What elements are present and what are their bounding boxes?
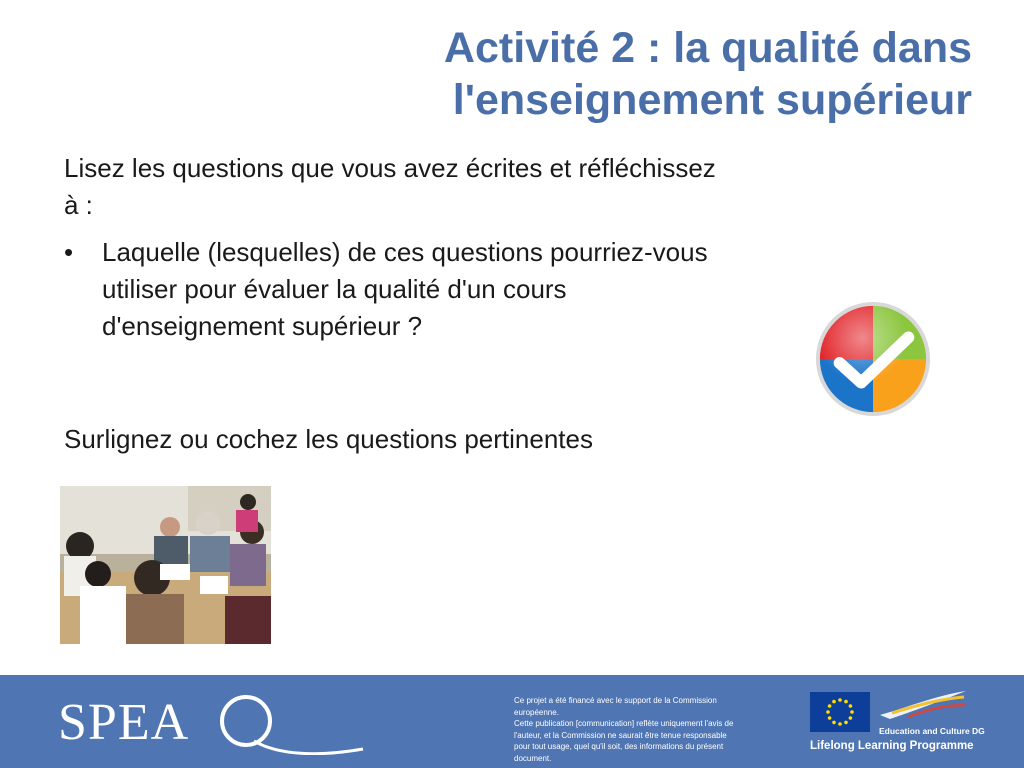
disclaimer-line: Cette publication [communication] reflète uniquement l'avis de — [514, 719, 734, 728]
bullet-line-3: d'enseignement supérieur ? — [102, 311, 423, 341]
bullet-marker: • — [64, 237, 74, 267]
group-photo — [60, 486, 271, 644]
speaq-logo — [58, 689, 368, 755]
disclaimer-line: pour tout usage, quel qu'il soit, des informations du présent — [514, 742, 724, 751]
education-culture-label: Education and Culture DG — [879, 726, 985, 736]
intro-line-1: Lisez les questions que vous avez écrites et réfléchissez — [64, 153, 716, 183]
education-culture-logo — [878, 689, 968, 719]
slide-body — [64, 150, 924, 345]
footer-bar — [0, 675, 1024, 768]
disclaimer-text — [514, 695, 779, 764]
disclaimer-line: document. — [514, 753, 552, 763]
intro-line-2: à : — [64, 190, 93, 220]
eu-flag-icon — [810, 692, 870, 732]
highlight-instruction: Surlignez ou cochez les questions pertinentes — [64, 424, 593, 454]
intro-text — [64, 150, 924, 224]
disclaimer-line: européenne. — [514, 707, 559, 717]
disclaimer-line: Ce projet a été financé avec le support de la Commission — [514, 696, 717, 705]
title-line-1: Activité 2 : la qualité dans — [443, 24, 972, 72]
checkmark-circle-icon — [814, 300, 932, 418]
lifelong-learning-label: Lifelong Learning Programme — [810, 740, 974, 752]
bullet-line-2: utiliser pour évaluer la qualité d'un cours — [102, 274, 567, 304]
question-list — [64, 234, 924, 345]
bullet-item — [64, 234, 902, 345]
bullet-line-1: Laquelle (lesquelles) de ces questions pourriez-vous — [102, 237, 708, 267]
speaq-logo-text: SPEA — [58, 694, 190, 751]
title-line-2: l'enseignement supérieur — [452, 76, 972, 124]
slide-title — [444, 22, 972, 126]
disclaimer-line: l'auteur, et la Commission ne saurait être tenue responsable — [514, 730, 727, 740]
